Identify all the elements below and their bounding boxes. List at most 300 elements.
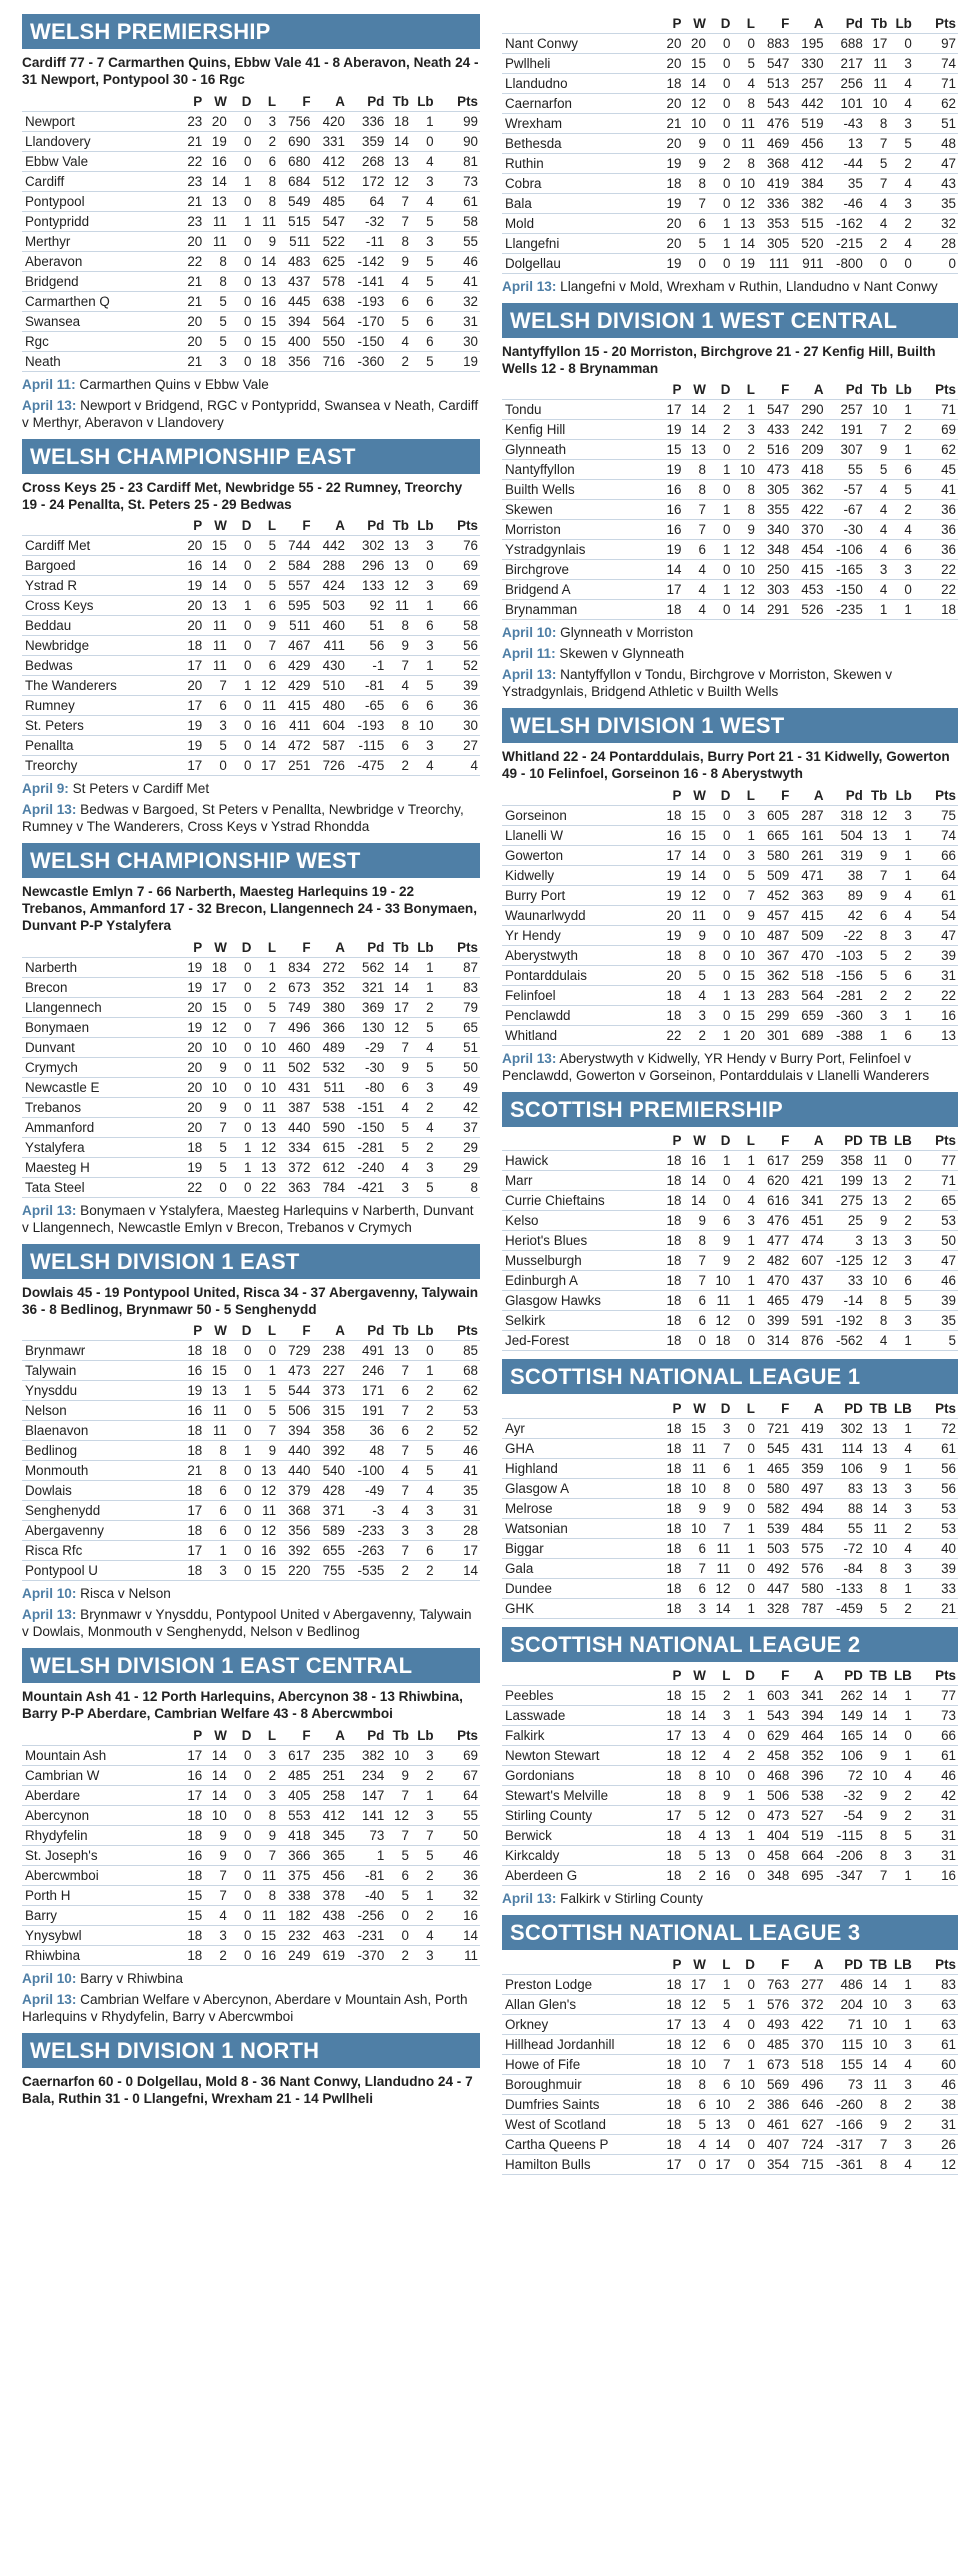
column-header-pd: PD (844, 1668, 863, 1684)
league-table (22, 938, 480, 1198)
table-row (22, 331, 480, 351)
stat-pts: 37 (436, 1117, 480, 1137)
stat-pd: 114 (826, 1438, 865, 1458)
stat-pd: -1 (347, 656, 386, 676)
column-header-lb: Lb (895, 382, 912, 398)
stat-l: 13 (708, 1826, 733, 1846)
stat-pd: -193 (347, 291, 386, 311)
stat-p: 20 (180, 231, 205, 251)
stat-w: 9 (204, 1825, 229, 1845)
stat-lb: 3 (889, 560, 914, 580)
stat-f: 509 (757, 865, 791, 885)
stat-a: 392 (313, 1441, 347, 1461)
stat-l: 4 (732, 1171, 757, 1191)
stat-w: 6 (204, 1521, 229, 1541)
stat-p: 22 (180, 251, 205, 271)
column-header-team (22, 1726, 180, 1745)
stat-f: 557 (278, 576, 312, 596)
stat-tb: 8 (865, 925, 890, 945)
stat-pd: -46 (826, 193, 865, 213)
stat-l: 11 (253, 1097, 278, 1117)
table-header-row (22, 938, 480, 957)
stat-lb: 1 (889, 1686, 914, 1706)
stat-p: 16 (180, 1361, 205, 1381)
stat-w: 5 (204, 1157, 229, 1177)
stat-pts: 63 (914, 1994, 958, 2014)
stat-lb: 2 (411, 1401, 436, 1421)
stat-l: 14 (253, 251, 278, 271)
stat-tb: 9 (865, 1786, 890, 1806)
stat-p: 15 (180, 1885, 205, 1905)
stat-w: 16 (683, 1151, 708, 1171)
stat-f: 394 (278, 311, 312, 331)
stat-d: 0 (229, 1057, 254, 1077)
stat-l: 10 (732, 945, 757, 965)
team-name: Trebanos (22, 1097, 180, 1117)
stat-p: 18 (180, 1825, 205, 1845)
stat-pts: 49 (436, 1077, 480, 1097)
stat-tb: 7 (865, 1866, 890, 1886)
results-summary: Cross Keys 25 - 23 Cardiff Met, Newbridge 55 - 22 Rumney, Treorchy 19 - 24 Penallta, St. Peters 25 - 29 Bedwas (22, 479, 463, 512)
stat-a: 396 (791, 1766, 825, 1786)
stat-lb: 6 (411, 696, 436, 716)
stat-l: 7 (708, 2054, 733, 2074)
stat-f: 314 (757, 1331, 791, 1351)
stat-d: 9 (708, 1251, 733, 1271)
stat-lb: 5 (411, 1017, 436, 1037)
stat-lb: 10 (411, 716, 436, 736)
stat-d: 18 (708, 1331, 733, 1351)
fixture-line (22, 1606, 480, 1640)
stat-p: 21 (180, 131, 205, 151)
stat-pts: 72 (914, 1418, 958, 1438)
stat-f: 503 (757, 1538, 791, 1558)
stat-pd: -84 (826, 1558, 865, 1578)
league-title: SCOTTISH NATIONAL LEAGUE 3 (502, 1915, 958, 1950)
stat-pd: 504 (826, 825, 865, 845)
stat-l: 10 (732, 173, 757, 193)
team-name: Barry (22, 1905, 180, 1925)
stat-a: 378 (313, 1885, 347, 1905)
team-name: Stewart's Melville (502, 1786, 659, 1806)
stat-lb: 3 (411, 1805, 436, 1825)
stat-pts: 50 (914, 1231, 958, 1251)
table-row (22, 1157, 480, 1177)
stat-d: 11 (708, 1538, 733, 1558)
column-header-pts: Pts (935, 1668, 956, 1684)
stat-tb: 7 (865, 420, 890, 440)
stat-f: 386 (757, 2094, 791, 2114)
stat-lb: 1 (889, 1746, 914, 1766)
stat-lb: 1 (889, 1005, 914, 1025)
stat-tb: 12 (865, 805, 890, 825)
stat-l: 7 (732, 885, 757, 905)
team-name: Aberavon (22, 251, 180, 271)
stat-pd: -142 (347, 251, 386, 271)
table-header-row (22, 92, 480, 111)
stat-p: 18 (180, 1441, 205, 1461)
stat-d: 0 (708, 33, 733, 53)
stat-a: 526 (791, 600, 825, 620)
stat-pts: 68 (436, 1361, 480, 1381)
table-row (502, 805, 958, 825)
stat-tb: 10 (865, 1766, 890, 1786)
stat-d: 7 (708, 1438, 733, 1458)
stat-l: 8 (732, 500, 757, 520)
stat-w: 6 (204, 1501, 229, 1521)
table-row (22, 576, 480, 596)
stat-d: 0 (229, 1905, 254, 1925)
stat-l: 11 (732, 113, 757, 133)
stat-a: 564 (313, 311, 347, 331)
stat-f: 348 (757, 1866, 791, 1886)
stat-w: 14 (683, 865, 708, 885)
team-name: Rumney (22, 696, 180, 716)
team-name: Brecon (22, 977, 180, 997)
stat-a: 454 (791, 540, 825, 560)
stat-pd: -192 (826, 1311, 865, 1331)
results-summary: Whitland 22 - 24 Pontarddulais, Burry Port 21 - 31 Kidwelly, Gowerton 49 - 10 Felinfoel, Gorseinon 16 - 8 Aberystwyth (502, 749, 950, 781)
stat-lb: 5 (411, 676, 436, 696)
stat-p: 20 (659, 213, 684, 233)
stat-p: 16 (180, 1765, 205, 1785)
stat-p: 23 (180, 111, 205, 131)
table-row (22, 231, 480, 251)
column-header-w: W (693, 787, 706, 803)
stat-pts: 73 (436, 171, 480, 191)
stat-p: 18 (659, 1974, 684, 1994)
stat-f: 684 (278, 171, 312, 191)
stat-pts: 31 (914, 965, 958, 985)
stat-pts: 58 (436, 211, 480, 231)
stat-w: 8 (683, 1786, 708, 1806)
stat-tb: 4 (865, 500, 890, 520)
stat-f: 493 (757, 2014, 791, 2034)
stat-l: 11 (253, 211, 278, 231)
stat-tb: 9 (386, 251, 411, 271)
stat-lb: 2 (889, 1518, 914, 1538)
stat-lb: 2 (889, 1786, 914, 1806)
stat-pd: 71 (826, 2014, 865, 2034)
stat-a: 612 (313, 1157, 347, 1177)
stat-p: 22 (180, 1177, 205, 1197)
stat-lb: 5 (889, 480, 914, 500)
stat-lb: 3 (889, 1478, 914, 1498)
stat-d: 0 (229, 756, 254, 776)
stat-f: 305 (757, 480, 791, 500)
team-name: Bridgend (22, 271, 180, 291)
stat-f: 477 (757, 1231, 791, 1251)
stat-p: 18 (659, 173, 684, 193)
table-row (502, 1005, 958, 1025)
stat-f: 429 (278, 676, 312, 696)
stat-p: 19 (180, 1157, 205, 1177)
team-name: Pontarddulais (502, 965, 659, 985)
stat-p: 20 (659, 33, 684, 53)
stat-d: 1 (732, 1826, 757, 1846)
stat-p: 23 (180, 171, 205, 191)
stat-a: 420 (313, 111, 347, 131)
stat-pts: 8 (436, 1177, 480, 1197)
stat-pd: -317 (826, 2134, 865, 2154)
stat-w: 6 (683, 1291, 708, 1311)
stat-pd: -100 (347, 1461, 386, 1481)
stat-w: 7 (683, 193, 708, 213)
stat-f: 437 (278, 271, 312, 291)
stat-l: 12 (732, 540, 757, 560)
column-header-a: A (813, 1668, 824, 1684)
stat-f: 543 (757, 93, 791, 113)
stat-pts: 39 (914, 945, 958, 965)
stat-tb: 14 (865, 1726, 890, 1746)
stat-a: 659 (791, 1005, 825, 1025)
stat-w: 9 (204, 1845, 229, 1865)
stat-tb: 5 (865, 965, 890, 985)
stat-p: 18 (659, 1418, 684, 1438)
column-header-a: A (813, 1133, 824, 1149)
stat-pts: 47 (914, 153, 958, 173)
table-row (502, 965, 958, 985)
league-title: WELSH DIVISION 1 EAST CENTRAL (22, 1648, 480, 1683)
stat-d: 1 (229, 676, 254, 696)
stat-w: 12 (683, 1994, 708, 2014)
stat-d: 6 (708, 1458, 733, 1478)
results-summary: Newcastle Emlyn 7 - 66 Narberth, Maesteg Harlequins 19 - 22 Trebanos, Ammanford 17 - 32 Brecon, Llangennech 24 - 33 Bonymaen, Dunvant P-P Ystalyfera (22, 884, 478, 933)
stat-p: 22 (180, 151, 205, 171)
stat-d: 1 (229, 1157, 254, 1177)
stat-a: 470 (791, 945, 825, 965)
stat-l: 16 (708, 1866, 733, 1886)
column-header-tb: Tb (870, 787, 888, 803)
column-header-pts: Pts (457, 518, 478, 534)
stat-lb: 5 (411, 1845, 436, 1865)
stat-pd: 191 (826, 420, 865, 440)
column-header-p: P (672, 1956, 682, 1972)
stat-a: 411 (313, 636, 347, 656)
stat-a: 575 (791, 1538, 825, 1558)
stat-pd: -475 (347, 756, 386, 776)
table-row (502, 1686, 958, 1706)
stat-p: 18 (659, 1786, 684, 1806)
stat-d: 0 (229, 1077, 254, 1097)
fixture-line (22, 1970, 480, 1987)
stat-f: 511 (278, 231, 312, 251)
column-header-lb: Lb (417, 1727, 434, 1743)
stat-p: 19 (180, 736, 205, 756)
stat-pts: 67 (436, 1765, 480, 1785)
column-header-l: L (722, 1956, 731, 1972)
stat-w: 4 (683, 560, 708, 580)
table-row (502, 580, 958, 600)
stat-tb: 5 (386, 1117, 411, 1137)
table-row (502, 213, 958, 233)
stat-f: 301 (757, 1025, 791, 1045)
column-header-d: D (720, 787, 731, 803)
stat-lb: 0 (889, 580, 914, 600)
stat-w: 14 (204, 1785, 229, 1805)
stat-p: 19 (180, 1381, 205, 1401)
stat-lb: 3 (889, 925, 914, 945)
stat-p: 18 (659, 1578, 684, 1598)
column-header-p: P (193, 1323, 203, 1339)
column-header-a: A (813, 1956, 824, 1972)
stat-d: 0 (229, 1017, 254, 1037)
stat-w: 7 (683, 500, 708, 520)
stat-w: 11 (204, 656, 229, 676)
stat-f: 553 (278, 1805, 312, 1825)
stat-pts: 50 (436, 1825, 480, 1845)
stat-pts: 61 (436, 191, 480, 211)
team-name: Carmarthen Q (22, 291, 180, 311)
stat-a: 442 (791, 93, 825, 113)
column-header-d: D (241, 518, 252, 534)
column-header-lb: Lb (417, 518, 434, 534)
stat-tb: 4 (865, 540, 890, 560)
stat-pts: 55 (436, 1805, 480, 1825)
fixture-date: April 13: (502, 1050, 557, 1066)
stat-l: 9 (253, 231, 278, 251)
fixture-date: April 13: (502, 278, 557, 294)
fixture-matches: Llangefni v Mold, Wrexham v Ruthin, Llandudno v Nant Conwy (556, 278, 938, 294)
stat-a: 382 (791, 193, 825, 213)
stat-l: 2 (253, 556, 278, 576)
stat-w: 17 (683, 1974, 708, 1994)
stat-tb: 9 (865, 845, 890, 865)
stat-f: 368 (757, 153, 791, 173)
stat-a: 619 (313, 1945, 347, 1965)
column-header-pts: Pts (935, 1133, 956, 1149)
stat-tb: 5 (865, 1598, 890, 1618)
stat-p: 18 (659, 1311, 684, 1331)
column-header-team (22, 938, 180, 957)
stat-l: 9 (732, 520, 757, 540)
stat-lb: 4 (411, 151, 436, 171)
stat-pts: 65 (436, 1017, 480, 1037)
stat-lb: 1 (889, 400, 914, 420)
stat-tb: 13 (865, 1231, 890, 1251)
table-row (22, 131, 480, 151)
stat-l: 4 (708, 1726, 733, 1746)
stat-l: 5 (732, 865, 757, 885)
stat-p: 16 (659, 500, 684, 520)
team-name: Melrose (502, 1498, 659, 1518)
team-name: Dowlais (22, 1481, 180, 1501)
stat-tb: 6 (865, 905, 890, 925)
stat-pts: 36 (436, 1865, 480, 1885)
stat-a: 578 (313, 271, 347, 291)
stat-a: 422 (791, 500, 825, 520)
stat-pts: 11 (436, 1945, 480, 1965)
stat-p: 19 (659, 420, 684, 440)
stat-d: 0 (708, 805, 733, 825)
table-row (502, 1766, 958, 1786)
stat-d: 0 (229, 1177, 254, 1197)
stat-f: 458 (757, 1846, 791, 1866)
table-row (502, 1025, 958, 1045)
table-row (22, 596, 480, 616)
stat-lb: 0 (411, 556, 436, 576)
stat-lb: 5 (889, 133, 914, 153)
team-name: Cardiff Met (22, 536, 180, 556)
stat-f: 372 (278, 1157, 312, 1177)
stat-l: 6 (253, 656, 278, 676)
team-name: Hawick (502, 1151, 659, 1171)
team-name: Ebbw Vale (22, 151, 180, 171)
table-row (502, 1538, 958, 1558)
stat-pts: 12 (914, 2154, 958, 2174)
table-row (502, 825, 958, 845)
stat-d: 0 (229, 716, 254, 736)
column-header-tb: Tb (392, 1323, 409, 1339)
stat-pd: 302 (826, 1418, 865, 1438)
stat-pd: 147 (347, 1785, 386, 1805)
table-row (22, 736, 480, 756)
fixture-matches: Bedwas v Bargoed, St Peters v Penallta, Newbridge v Treorchy, Rumney v The Wanderers, Cross Keys v Ystrad Rhondda (22, 802, 464, 834)
stat-pts: 31 (436, 311, 480, 331)
results-summary: Dowlais 45 - 19 Pontypool United, Risca 34 - 37 Abergavenny, Talywain 36 - 8 Bedlinog, Brynmawr 50 - 5 Senghenydd (22, 1284, 479, 1317)
stat-w: 8 (683, 480, 708, 500)
stat-pd: -80 (347, 1077, 386, 1097)
stat-l: 6 (708, 2074, 733, 2094)
stat-a: 463 (313, 1925, 347, 1945)
fixture-matches: Falkirk v Stirling County (556, 1891, 703, 1906)
table-row (22, 1401, 480, 1421)
stat-tb: 2 (865, 985, 890, 1005)
stat-w: 12 (683, 2034, 708, 2054)
table-row (502, 2054, 958, 2074)
stat-p: 20 (659, 905, 684, 925)
stat-tb: 8 (865, 2094, 890, 2114)
stat-p: 20 (180, 1077, 205, 1097)
stat-lb: 1 (889, 440, 914, 460)
stat-p: 15 (180, 1905, 205, 1925)
fixture-date: April 13: (22, 802, 77, 817)
column-header-pts: Pts (935, 382, 956, 398)
stat-f: 883 (757, 33, 791, 53)
stat-l: 6 (708, 2034, 733, 2054)
stat-w: 9 (683, 925, 708, 945)
team-name: Highland (502, 1458, 659, 1478)
stat-pts: 77 (914, 1686, 958, 1706)
team-name: Abercynon (22, 1805, 180, 1825)
stat-w: 18 (204, 957, 229, 977)
stat-f: 461 (757, 2114, 791, 2134)
team-name: Narberth (22, 957, 180, 977)
team-name: Lasswade (502, 1706, 659, 1726)
stat-l: 16 (253, 1945, 278, 1965)
stat-pts: 69 (436, 556, 480, 576)
stat-pd: -150 (347, 1117, 386, 1137)
column-header-w: W (214, 1727, 227, 1743)
team-name: Swansea (22, 311, 180, 331)
stat-p: 20 (659, 133, 684, 153)
stat-lb: 2 (411, 1865, 436, 1885)
stat-a: 352 (313, 977, 347, 997)
stat-d: 10 (732, 2074, 757, 2094)
stat-tb: 17 (865, 33, 890, 53)
stat-d: 0 (229, 556, 254, 576)
stat-pd: -30 (826, 520, 865, 540)
stat-a: 453 (791, 580, 825, 600)
stat-d: 1 (229, 1441, 254, 1461)
stat-l: 0 (732, 1578, 757, 1598)
stat-l: 3 (732, 845, 757, 865)
stat-pd: -260 (826, 2094, 865, 2114)
stat-d: 0 (229, 111, 254, 131)
stat-tb: 7 (386, 1401, 411, 1421)
table-row (502, 1191, 958, 1211)
table-row (22, 1361, 480, 1381)
